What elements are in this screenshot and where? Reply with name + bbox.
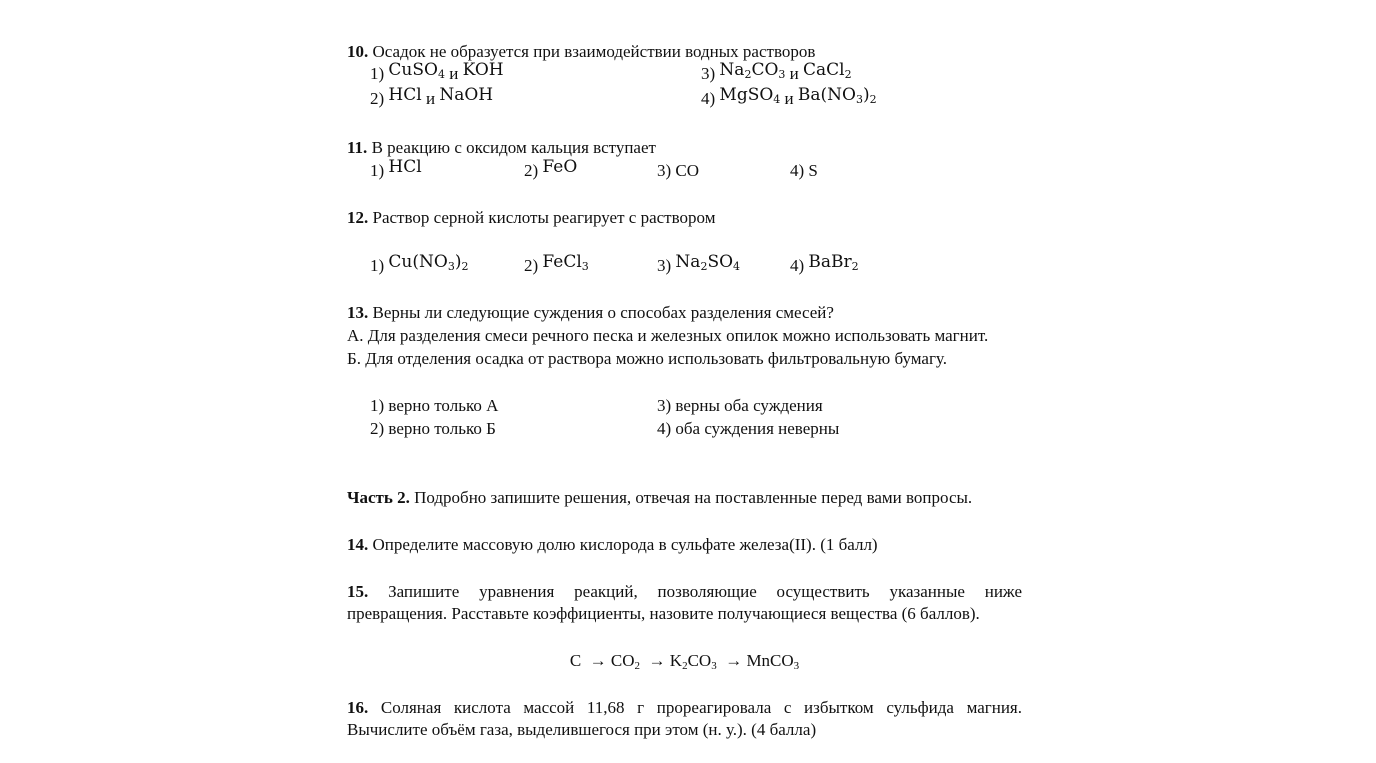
question-13-number: 13.	[347, 303, 369, 322]
question-13	[347, 302, 834, 324]
chain-substance-2: $CO_2$	[610, 651, 641, 672]
q10-option-1-formula-a: CuSO$_4$	[388, 60, 445, 81]
question-13-text: Верны ли следующие суждения о способах разделения смесей?	[372, 303, 834, 322]
q11-option-3-number: 3)	[657, 161, 672, 180]
q11-option-1	[370, 157, 422, 182]
question-13-statement-b: Б. Для отделения осадка от раствора можно использовать фильтровальную бумагу.	[347, 349, 947, 368]
q12-option-2-number: 2)	[524, 256, 539, 275]
question-11-number: 11.	[347, 138, 368, 157]
part-2-text: Подробно запишите решения, отвечая на поставленные перед вами вопросы.	[414, 488, 973, 507]
q10-option-1-number: 1)	[370, 64, 385, 83]
q12-option-2	[524, 252, 589, 277]
question-10-text: Осадок не образуется при взаимодействии водных растворов	[372, 42, 816, 61]
question-15-line-2: превращения. Расставьте коэффициенты, назовите получающиеся вещества (6 баллов).	[347, 604, 980, 623]
question-16-number: 16.	[347, 698, 369, 717]
q11-option-4	[790, 160, 818, 182]
q11-option-3-formula: CO	[675, 161, 700, 180]
chain-substance-4: MnCO$_3$	[746, 651, 800, 672]
q10-option-3-number: 3)	[701, 64, 716, 83]
q12-option-3	[657, 252, 741, 277]
q11-option-3	[657, 160, 699, 182]
q12-option-4-formula: BaBr$_2$	[808, 252, 859, 273]
part-2-label: Часть 2.	[347, 488, 410, 507]
q12-option-3-number: 3)	[657, 256, 672, 275]
chain-arrow-icon: →	[648, 651, 666, 670]
chain-arrow-icon: →	[725, 651, 743, 670]
q10-option-4-number: 4)	[701, 89, 716, 108]
question-15-text-1: Запишите уравнения реакций, позволяющие осуществить указанные ниже	[388, 582, 1022, 601]
question-12	[347, 207, 715, 229]
chain-arrow-icon: →	[589, 651, 607, 670]
question-14-text: Определите массовую долю кислорода в сульфате железа(II). (1 балл)	[372, 535, 878, 554]
q10-option-1-and: и	[444, 64, 463, 83]
chain-substance-3: $K_2CO_3$	[669, 651, 717, 672]
q10-option-2-formula-a: HCl	[388, 85, 422, 105]
q10-option-1-formula-b: KOH	[462, 60, 504, 80]
question-16-line-2: Вычислите объём газа, выделившегося при этом (н. у.). (4 балла)	[347, 720, 817, 739]
question-16-line-1	[347, 696, 1022, 719]
question-11-text: В реакцию с оксидом кальция вступает	[371, 138, 656, 157]
q11-option-2-formula: FeO	[542, 157, 578, 177]
q10-option-3-formula-a: $Na_2CO_3$	[719, 60, 786, 81]
q10-option-4	[701, 85, 877, 110]
question-14-number: 14.	[347, 535, 369, 554]
q12-option-4-number: 4)	[790, 256, 805, 275]
reaction-chain	[347, 650, 1022, 672]
q10-option-4-and: и	[780, 89, 798, 108]
question-11	[347, 137, 656, 159]
q12-option-4	[790, 252, 859, 277]
q13-option-2: 2) верно только Б	[370, 419, 496, 438]
q10-option-3-formula-b: CaCl$_2$	[803, 60, 852, 81]
question-12-text: Раствор серной кислоты реагирует с раствором	[372, 208, 716, 227]
question-12-number: 12.	[347, 208, 369, 227]
q11-option-2-number: 2)	[524, 161, 539, 180]
q11-option-2	[524, 157, 578, 182]
q11-option-4-formula: S	[808, 161, 818, 180]
q11-option-1-number: 1)	[370, 161, 385, 180]
q13-option-4: 4) оба суждения неверны	[657, 419, 840, 438]
question-16-text-1: Соляная кислота массой 11,68 г прореагировала с избытком сульфида магния.	[380, 698, 1023, 717]
question-15-number: 15.	[347, 582, 369, 601]
q12-option-1-number: 1)	[370, 256, 385, 275]
q11-option-1-formula: HCl	[388, 157, 422, 177]
question-13-statement-a: А. Для разделения смеси речного песка и железных опилок можно использовать магнит.	[347, 326, 989, 345]
question-15-line-1	[347, 580, 1022, 603]
worksheet-page	[347, 0, 1022, 763]
q12-option-2-formula: FeCl$_3$	[542, 252, 589, 273]
q10-option-2-formula-b: NaOH	[439, 85, 494, 105]
question-10-number: 10.	[347, 42, 369, 61]
question-14	[347, 534, 878, 556]
q12-option-3-formula: $Na_2SO_4$	[675, 252, 741, 273]
q10-option-2-number: 2)	[370, 89, 385, 108]
q12-option-1	[370, 252, 469, 277]
q13-option-3: 3) верны оба суждения	[657, 396, 823, 415]
q10-option-4-formula-b: $Ba(NO_3)_2$	[797, 85, 877, 106]
q10-option-2	[370, 85, 494, 110]
q10-option-4-formula-a: MgSO$_4$	[719, 85, 781, 106]
part-2-heading	[347, 487, 972, 509]
q10-option-3	[701, 60, 852, 85]
q13-option-1: 1) верно только А	[370, 396, 499, 415]
q12-option-1-formula: $Cu(NO_3)_2$	[388, 252, 469, 273]
q10-option-2-and: и	[421, 89, 440, 108]
chain-substance-1: C	[569, 651, 582, 670]
q10-option-3-and: и	[785, 64, 803, 83]
q10-option-1	[370, 60, 504, 85]
q11-option-4-number: 4)	[790, 161, 805, 180]
